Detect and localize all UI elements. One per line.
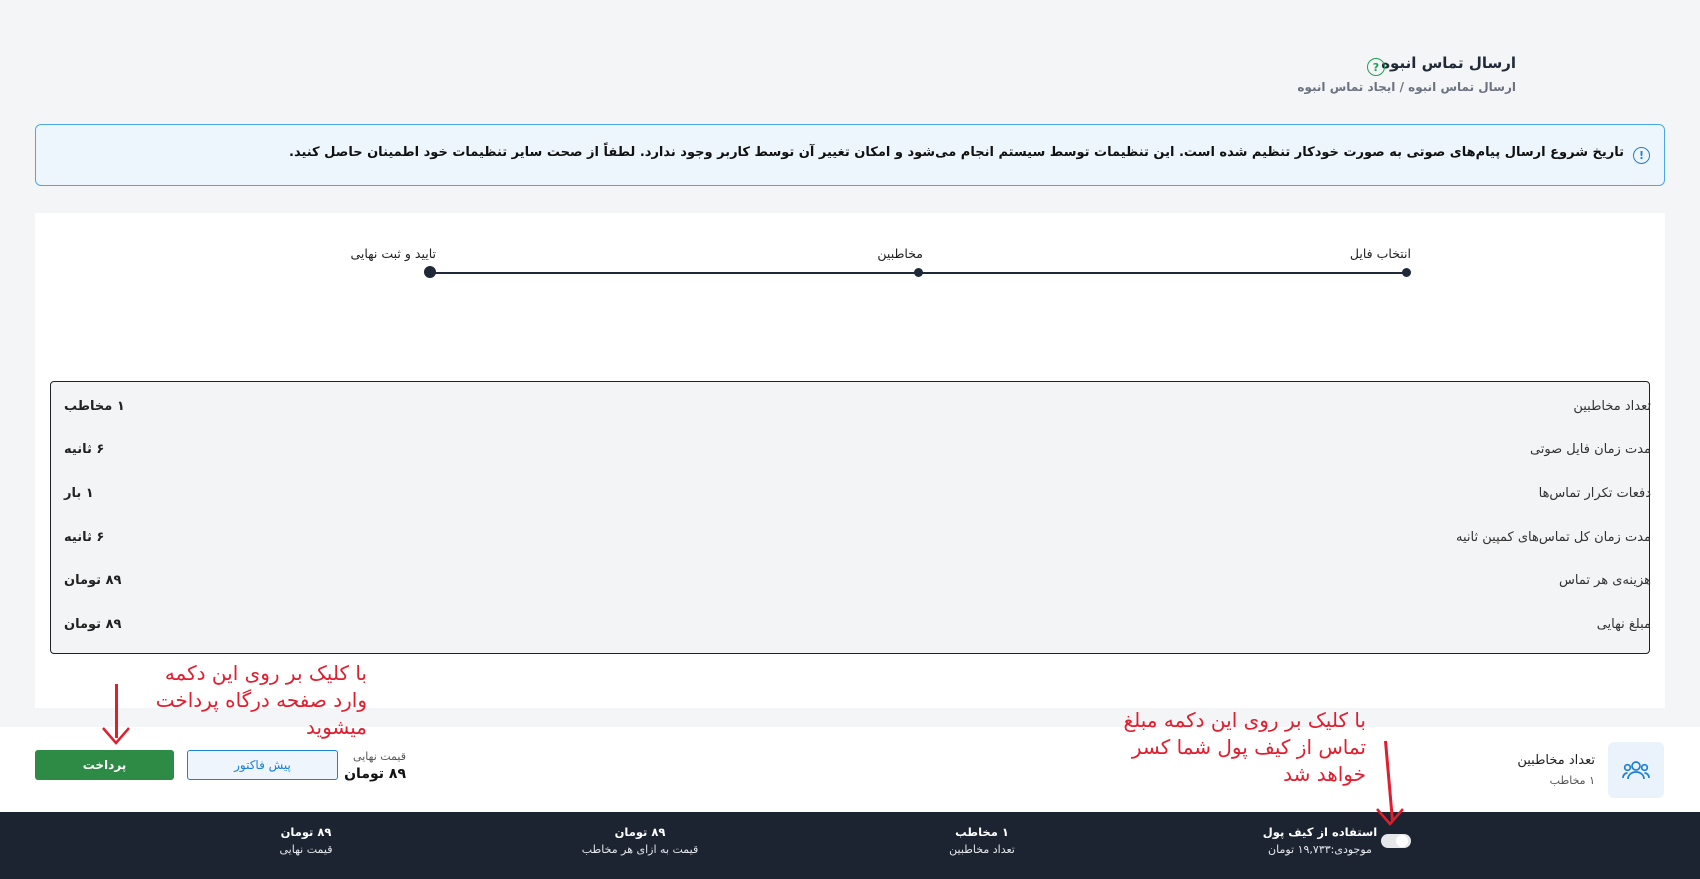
pay-annotation-line2: وارد صفحه درگاه پرداخت	[155, 688, 367, 712]
wallet-toggle-knob[interactable]	[1396, 835, 1408, 847]
summary-label-final-amount: مبلغ نهایی	[1596, 617, 1651, 632]
step-final-confirm: تایید و ثبت نهایی	[350, 246, 436, 261]
summary-label-audio-duration: مدت زمان فایل صوتی	[1529, 442, 1651, 457]
summary-value-repeat-count: ۱ بار	[64, 486, 94, 501]
final-price-value: ۸۹ تومان	[344, 766, 406, 782]
summary-value-cost-per-call: ۸۹ تومان	[64, 573, 122, 588]
wallet-annotation-line1: با کلیک بر روی این دکمه مبلغ	[1123, 708, 1366, 732]
contacts-count-value: ۱ مخاطب	[1549, 774, 1595, 787]
wallet-annotation	[1123, 707, 1366, 788]
wallet-arrow-head-icon	[1375, 807, 1405, 827]
summary-table	[50, 381, 1650, 654]
info-banner	[35, 124, 1665, 186]
page-title: ارسال تماس انبوه	[1381, 54, 1516, 72]
summary-value-final-amount: ۸۹ تومان	[64, 617, 122, 632]
pay-arrow-head-icon	[101, 726, 131, 746]
footer-per-contact-caption: قیمت به ازای هر مخاطب	[581, 843, 699, 856]
summary-label-cost-per-call: هزینه‌ی هر تماس	[1559, 573, 1651, 588]
step-dot-select-file	[1402, 268, 1411, 277]
footer-final-caption: قیمت نهایی	[279, 843, 333, 856]
summary-value-audio-duration: ۶ ثانیه	[64, 442, 105, 457]
info-banner-text: تاریخ شروع ارسال پیام‌های صوتی به صورت خودکار تنظیم شده است. این تنظیمات توسط سیستم انجام می‌شود و امکان تغییر آن توسط کاربر وجود ندارد. لطفاً از صحت سایر تنظیمات خود اطمینان حاصل کنید.	[289, 145, 1624, 160]
step-dot-final-confirm	[424, 266, 436, 278]
summary-label-total-duration: مدت زمان کل تماس‌های کمپین ثانیه	[1456, 530, 1651, 545]
contacts-icon-box	[1608, 742, 1664, 798]
help-icon[interactable]: ?	[1367, 58, 1385, 76]
footer-contacts-caption: تعداد مخاطبین	[949, 843, 1015, 856]
wallet-annotation-line3: خواهد شد	[1283, 762, 1366, 786]
summary-label-contacts: تعداد مخاطبین	[1573, 399, 1651, 414]
proforma-invoice-button[interactable]: پیش فاکتور	[187, 750, 338, 780]
summary-label-repeat-count: دفعات تکرار تماس‌ها	[1538, 486, 1651, 501]
summary-value-contacts: ۱ مخاطب	[64, 399, 125, 414]
contacts-count-label: تعداد مخاطبین	[1517, 753, 1595, 768]
users-icon	[1622, 759, 1650, 781]
pay-annotation	[127, 660, 367, 741]
pay-annotation-line1: با کلیک بر روی این دکمه	[164, 661, 367, 685]
summary-value-total-duration: ۶ ثانیه	[64, 530, 105, 545]
wallet-balance: موجودی:۱۹,۷۳۳ تومان	[1268, 843, 1372, 856]
step-dot-contacts	[914, 268, 923, 277]
pay-annotation-line3: میشوید	[306, 715, 367, 739]
pay-button[interactable]: پرداخت	[35, 750, 174, 780]
footer-final-value: ۸۹ تومان	[280, 825, 332, 839]
final-price-label: قیمت نهایی	[353, 750, 406, 763]
footer-per-contact-value: ۸۹ تومان	[614, 825, 666, 839]
step-contacts: مخاطبین	[877, 246, 923, 261]
breadcrumb[interactable]: ارسال تماس انبوه / ایجاد تماس انبوه	[1297, 80, 1516, 94]
footer-contacts-value: ۱ مخاطب	[955, 825, 1009, 839]
wallet-label: استفاده از کیف پول	[1262, 825, 1378, 839]
step-select-file: انتخاب فایل	[1349, 246, 1411, 261]
wallet-annotation-line2: تماس از کیف پول شما کسر	[1131, 735, 1366, 759]
info-icon: !	[1633, 147, 1650, 164]
